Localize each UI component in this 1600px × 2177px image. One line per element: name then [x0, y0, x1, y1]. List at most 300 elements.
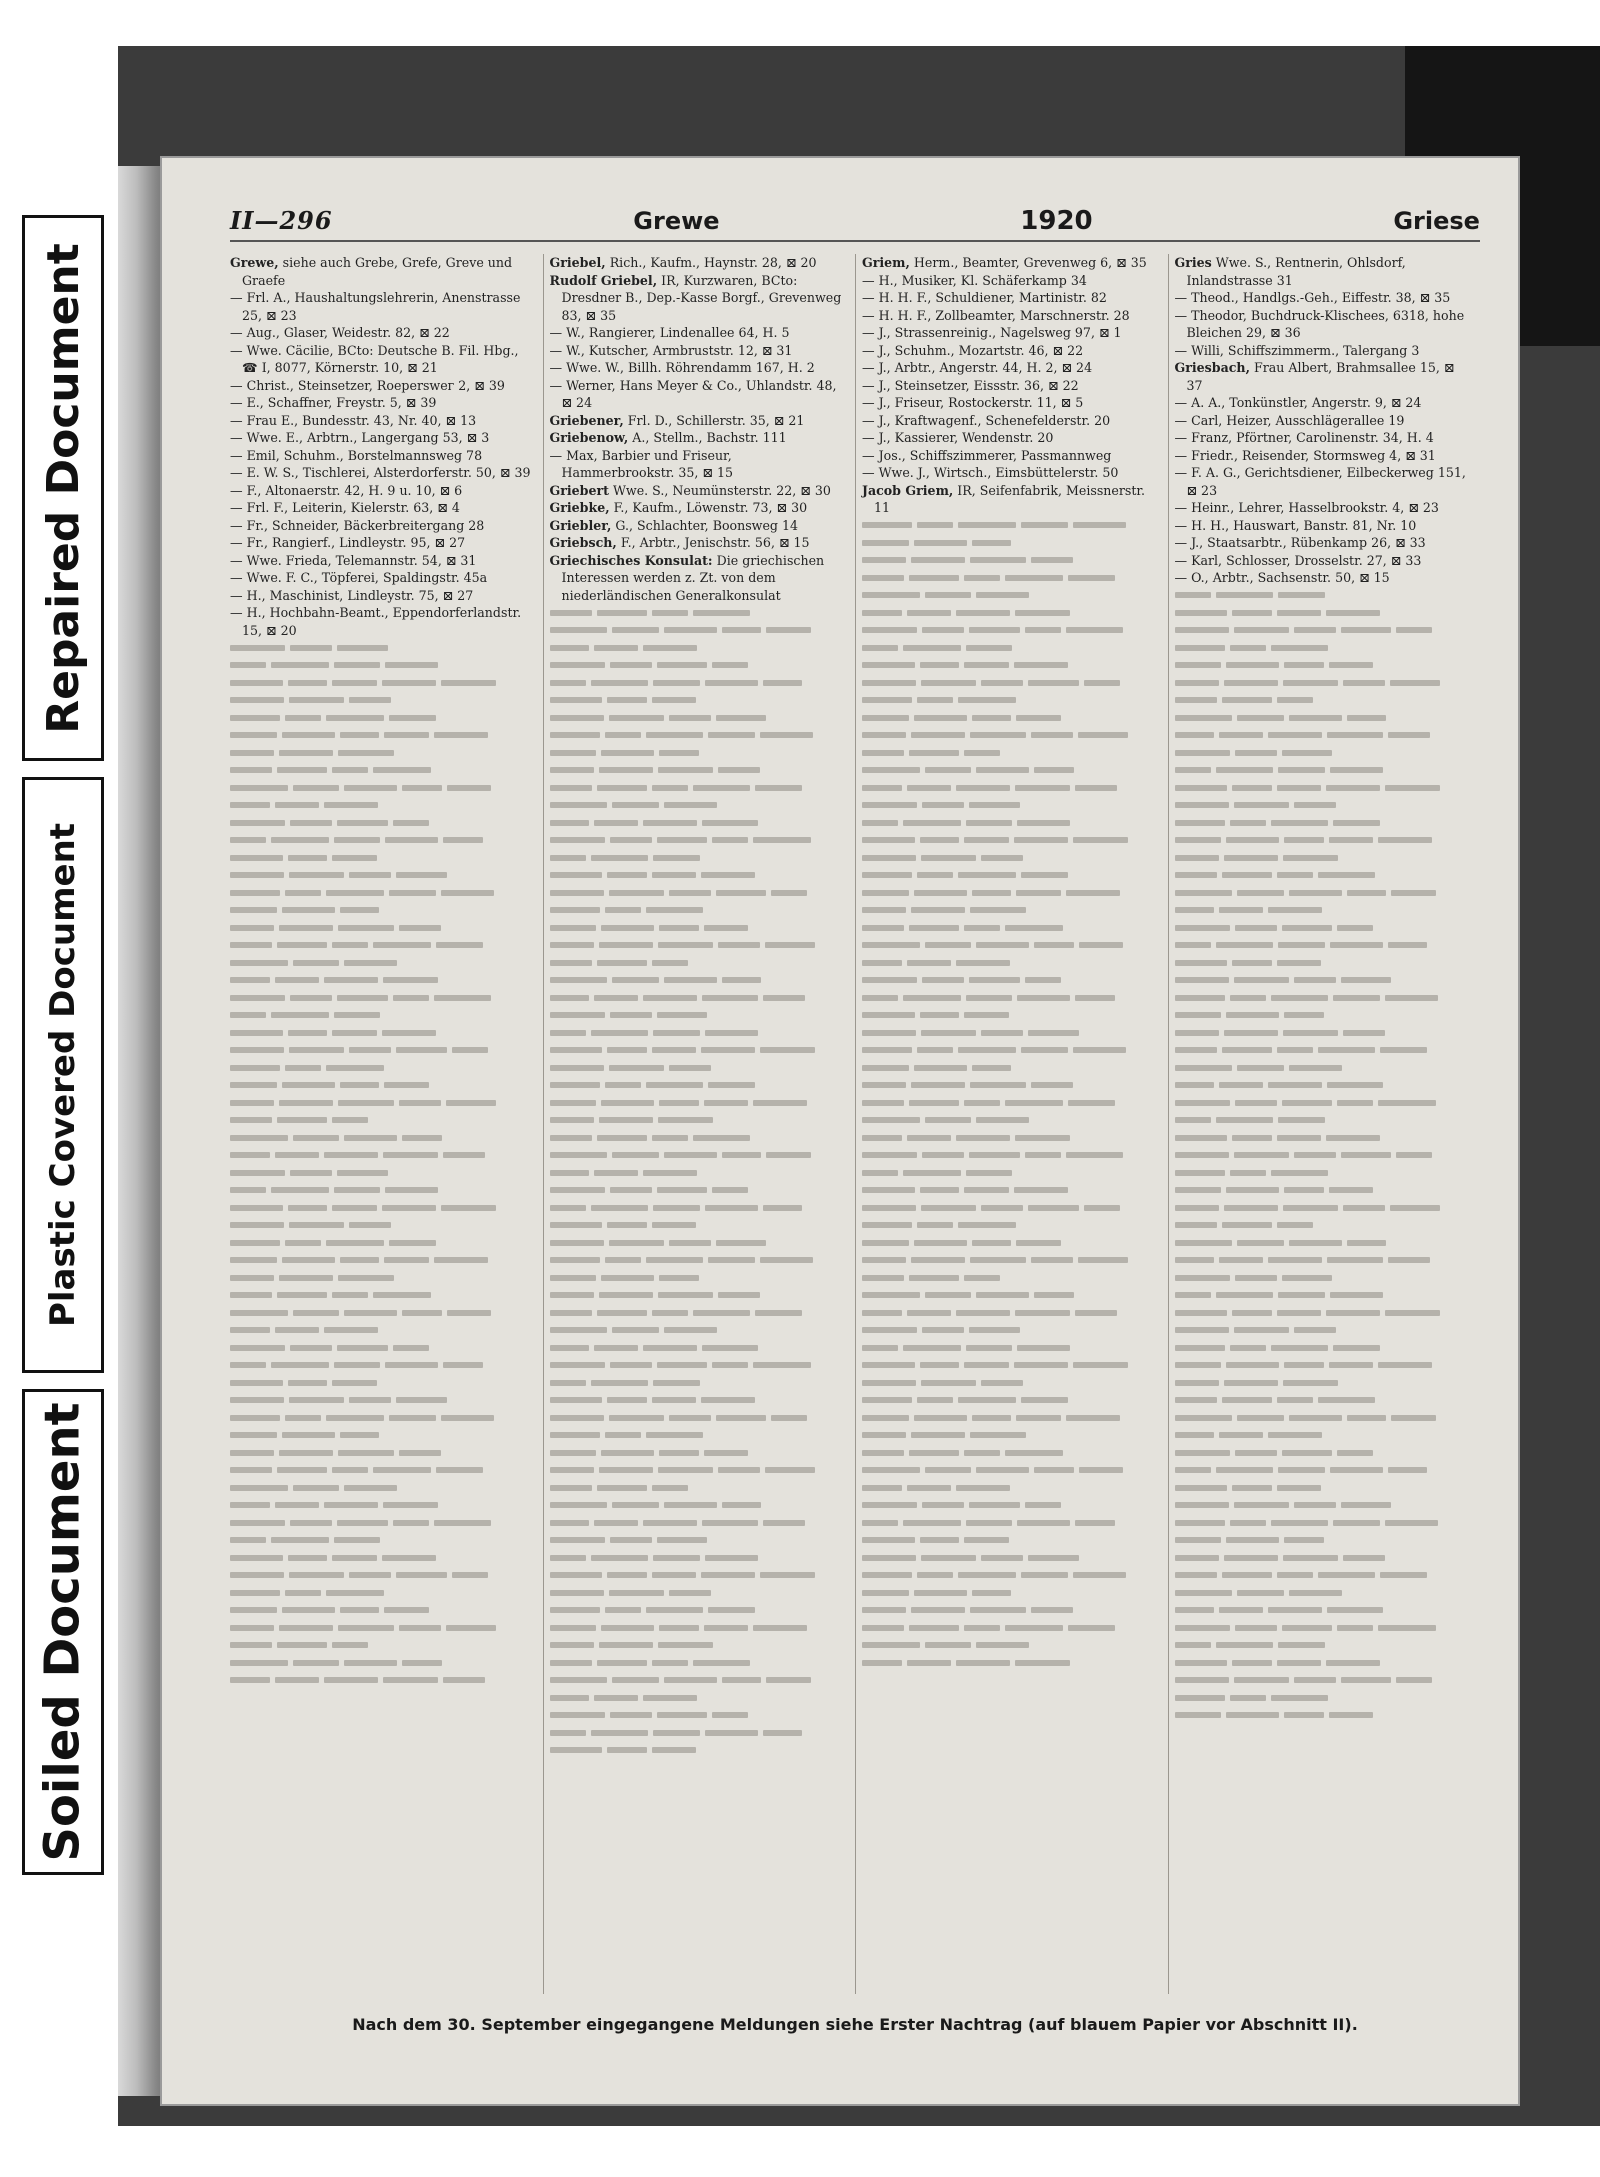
text-line [1175, 1199, 1471, 1217]
entry-surname: Griebenow, [549, 430, 629, 445]
word-stroke [230, 995, 285, 1001]
word-stroke [1066, 890, 1120, 896]
word-stroke [1175, 855, 1219, 861]
word-stroke [434, 1257, 488, 1263]
text-line [1175, 1357, 1471, 1375]
entry-details: — W., Kutscher, Armbruststr. 12, ⊠ 31 [549, 342, 793, 358]
word-stroke [396, 1397, 446, 1403]
directory-entry [230, 464, 533, 482]
word-stroke [862, 1012, 915, 1018]
word-stroke [1028, 1555, 1078, 1561]
word-stroke [332, 1555, 376, 1561]
word-stroke [1234, 802, 1289, 808]
word-stroke [230, 1030, 283, 1036]
word-stroke [760, 732, 813, 738]
entry-details: — Max, Barbier und Friseur, Hammerbrookstr. 35, ⊠ 15 [549, 447, 734, 480]
directory-entry [550, 447, 846, 482]
word-stroke [1068, 1625, 1115, 1631]
text-line [1175, 709, 1471, 727]
word-stroke [1025, 977, 1061, 983]
word-stroke [922, 1327, 964, 1333]
word-stroke [862, 1257, 906, 1263]
text-line [1175, 1707, 1471, 1725]
text-line [862, 587, 1158, 605]
word-stroke [337, 995, 387, 1001]
word-stroke [653, 1730, 700, 1736]
word-stroke [693, 610, 751, 616]
text-line [230, 1024, 533, 1042]
word-stroke [862, 1502, 917, 1508]
text-line [230, 709, 533, 727]
entry-details: — F., Altonaerstr. 42, H. 9 u. 10, ⊠ 6 [230, 482, 463, 498]
word-stroke [607, 1747, 647, 1753]
word-stroke [1277, 1222, 1313, 1228]
word-stroke [1289, 715, 1342, 721]
word-stroke [1216, 1292, 1274, 1298]
word-stroke [591, 855, 649, 861]
text-line [550, 1374, 846, 1392]
directory-entry [1175, 359, 1471, 394]
word-stroke [230, 732, 277, 738]
word-stroke [443, 1677, 485, 1683]
word-stroke [550, 960, 592, 966]
text-line [1175, 779, 1471, 797]
word-stroke [1234, 1327, 1289, 1333]
word-stroke [385, 1187, 438, 1193]
word-stroke [1333, 995, 1380, 1001]
word-stroke [1175, 1380, 1219, 1386]
word-stroke [972, 1240, 1012, 1246]
word-stroke [230, 872, 284, 878]
word-stroke [1175, 732, 1215, 738]
word-stroke [1175, 872, 1217, 878]
text-line [1175, 1304, 1471, 1322]
word-stroke [288, 1205, 328, 1211]
text-line [230, 1094, 533, 1112]
word-stroke [1237, 1240, 1284, 1246]
word-stroke [597, 1660, 647, 1666]
word-stroke [550, 610, 592, 616]
text-line [1175, 1129, 1471, 1147]
word-stroke [279, 1450, 333, 1456]
word-stroke [344, 1660, 397, 1666]
word-stroke [293, 960, 340, 966]
text-line [550, 954, 846, 972]
word-stroke [230, 1555, 283, 1561]
text-line [1175, 1444, 1471, 1462]
word-stroke [657, 1712, 707, 1718]
word-stroke [594, 1170, 638, 1176]
word-stroke [612, 1502, 659, 1508]
word-stroke [550, 1327, 608, 1333]
word-stroke [389, 1240, 436, 1246]
text-line [230, 1357, 533, 1375]
directory-entry [1175, 412, 1471, 430]
word-stroke [701, 872, 755, 878]
word-stroke [230, 1432, 277, 1438]
entry-details: — Karl, Schlosser, Drosselstr. 27, ⊠ 33 [1174, 552, 1422, 568]
word-stroke [332, 1205, 376, 1211]
word-stroke [646, 1432, 704, 1438]
text-line [230, 1252, 533, 1270]
word-stroke [605, 1607, 641, 1613]
word-stroke [550, 1502, 608, 1508]
word-stroke [441, 680, 496, 686]
word-stroke [271, 1362, 329, 1368]
word-stroke [230, 977, 270, 983]
word-stroke [911, 1082, 965, 1088]
word-stroke [862, 855, 916, 861]
text-line [230, 1287, 533, 1305]
word-stroke [1234, 1152, 1289, 1158]
header-year: 1920 [1020, 206, 1093, 236]
word-stroke [1282, 1450, 1332, 1456]
word-stroke [972, 715, 1012, 721]
entry-details: F., Arbtr., Jenischstr. 56, ⊠ 15 [620, 535, 810, 550]
text-line [550, 1164, 846, 1182]
text-line [550, 1444, 846, 1462]
word-stroke [601, 1625, 654, 1631]
word-stroke [966, 645, 1013, 651]
directory-column [1168, 254, 1481, 1994]
word-stroke [1175, 785, 1228, 791]
word-stroke [966, 995, 1013, 1001]
word-stroke [1021, 522, 1068, 528]
word-stroke [701, 1047, 755, 1053]
word-stroke [765, 1467, 815, 1473]
entry-surname: Griebler, [549, 517, 612, 533]
word-stroke [1235, 1625, 1277, 1631]
word-stroke [1175, 750, 1230, 756]
word-stroke [766, 1677, 810, 1683]
word-stroke [1294, 1502, 1336, 1508]
word-stroke [862, 522, 912, 528]
word-stroke [907, 1135, 951, 1141]
word-stroke [718, 767, 760, 773]
word-stroke [753, 837, 811, 843]
directory-entry [1175, 517, 1471, 535]
word-stroke [1017, 1345, 1070, 1351]
word-stroke [659, 925, 699, 931]
word-stroke [1175, 1012, 1222, 1018]
word-stroke [1175, 1660, 1228, 1666]
text-line [550, 1007, 846, 1025]
entry-surname: Grewe, [230, 255, 279, 270]
text-line [1175, 604, 1471, 622]
word-stroke [1078, 732, 1128, 738]
word-stroke [1294, 977, 1336, 983]
word-stroke [1347, 1240, 1387, 1246]
word-stroke [289, 1222, 344, 1228]
text-line [550, 814, 846, 832]
word-stroke [1284, 1362, 1324, 1368]
word-stroke [550, 627, 608, 633]
word-stroke [1175, 837, 1222, 843]
word-stroke [230, 1642, 272, 1648]
word-stroke [1175, 1677, 1229, 1683]
text-line [862, 709, 1158, 727]
word-stroke [597, 1485, 647, 1491]
word-stroke [230, 907, 277, 913]
word-stroke [862, 1450, 904, 1456]
text-line [550, 1357, 846, 1375]
word-stroke [1224, 680, 1278, 686]
word-stroke [399, 925, 441, 931]
word-stroke [282, 1257, 335, 1263]
text-line [1175, 797, 1471, 815]
word-stroke [925, 767, 972, 773]
word-stroke [393, 995, 429, 1001]
word-stroke [550, 1082, 600, 1088]
text-line [1175, 1164, 1471, 1182]
word-stroke [609, 1415, 664, 1421]
word-stroke [285, 1415, 321, 1421]
word-stroke [230, 1117, 272, 1123]
word-stroke [862, 802, 917, 808]
word-stroke [922, 802, 964, 808]
directory-entry [230, 482, 533, 500]
word-stroke [605, 1257, 641, 1263]
text-line [550, 1322, 846, 1340]
word-stroke [862, 1362, 915, 1368]
word-stroke [550, 890, 604, 896]
entry-details: — Carl, Heizer, Ausschlägerallee 19 [1174, 412, 1405, 428]
word-stroke [1337, 925, 1373, 931]
word-stroke [1390, 680, 1440, 686]
word-stroke [652, 1660, 688, 1666]
word-stroke [230, 837, 266, 843]
word-stroke [921, 1030, 976, 1036]
word-stroke [293, 1660, 340, 1666]
word-stroke [921, 1555, 976, 1561]
text-line [862, 1007, 1158, 1025]
word-stroke [271, 1012, 329, 1018]
word-stroke [1219, 1082, 1263, 1088]
word-stroke [443, 837, 483, 843]
text-line [862, 604, 1158, 622]
word-stroke [337, 1170, 387, 1176]
word-stroke [771, 890, 807, 896]
word-stroke [1282, 750, 1332, 756]
word-stroke [862, 1380, 916, 1386]
word-stroke [373, 1467, 431, 1473]
word-stroke [956, 785, 1010, 791]
word-stroke [917, 522, 953, 528]
word-stroke [1235, 1275, 1277, 1281]
word-stroke [1175, 1065, 1233, 1071]
word-stroke [1031, 1607, 1073, 1613]
word-stroke [716, 1240, 766, 1246]
word-stroke [601, 750, 654, 756]
word-stroke [597, 1135, 647, 1141]
word-stroke [1031, 1082, 1073, 1088]
word-stroke [1005, 925, 1063, 931]
word-stroke [658, 767, 713, 773]
word-stroke [1271, 820, 1329, 826]
word-stroke [230, 785, 288, 791]
word-stroke [921, 1205, 976, 1211]
word-stroke [230, 1397, 284, 1403]
word-stroke [324, 977, 378, 983]
text-line [862, 1427, 1158, 1445]
word-stroke [1226, 1012, 1279, 1018]
word-stroke [712, 837, 748, 843]
word-stroke [612, 627, 659, 633]
directory-entry [862, 342, 1158, 360]
text-line [862, 849, 1158, 867]
word-stroke [1271, 995, 1329, 1001]
text-line [230, 867, 533, 885]
word-stroke [349, 1397, 391, 1403]
word-stroke [230, 1415, 280, 1421]
word-stroke [643, 1345, 697, 1351]
word-stroke [1216, 592, 1274, 598]
word-stroke [340, 732, 380, 738]
text-line [550, 1427, 846, 1445]
word-stroke [1222, 872, 1272, 878]
word-stroke [925, 942, 972, 948]
word-stroke [914, 1590, 967, 1596]
word-stroke [550, 1450, 597, 1456]
word-stroke [646, 1082, 704, 1088]
text-line [1175, 832, 1471, 850]
word-stroke [664, 977, 717, 983]
text-line [230, 1549, 533, 1567]
text-line [862, 1287, 1158, 1305]
word-stroke [288, 1555, 328, 1561]
entry-details: — Friedr., Reisender, Stormsweg 4, ⊠ 31 [1174, 447, 1436, 463]
word-stroke [917, 1222, 953, 1228]
word-stroke [594, 820, 638, 826]
word-stroke [766, 1152, 810, 1158]
word-stroke [862, 767, 920, 773]
word-stroke [862, 1310, 902, 1316]
word-stroke [1283, 680, 1338, 686]
entry-details: — Frl. F., Leiterin, Kielerstr. 63, ⊠ 4 [230, 500, 460, 515]
directory-column [855, 254, 1168, 1994]
word-stroke [550, 1467, 594, 1473]
word-stroke [1385, 1310, 1440, 1316]
directory-entry [862, 377, 1158, 395]
word-stroke [550, 645, 590, 651]
entry-details: — Theodor, Buchdruck-Klischees, 6318, hohe Bleichen 29, ⊠ 36 [1174, 307, 1465, 340]
word-stroke [1226, 1362, 1279, 1368]
text-line [1175, 1007, 1471, 1025]
text-line [862, 1514, 1158, 1532]
word-stroke [344, 960, 397, 966]
word-stroke [981, 680, 1023, 686]
text-line [230, 1409, 533, 1427]
text-line [862, 517, 1158, 535]
word-stroke [862, 977, 917, 983]
word-stroke [1318, 1047, 1376, 1053]
word-stroke [1175, 802, 1229, 808]
directory-entry [1175, 307, 1471, 342]
text-line [550, 884, 846, 902]
word-stroke [293, 1310, 340, 1316]
directory-entry [550, 429, 846, 447]
text-line [550, 1339, 846, 1357]
text-line [230, 1112, 533, 1130]
word-stroke [230, 1520, 285, 1526]
text-line [1175, 1374, 1471, 1392]
entry-details: siehe auch Grebe, Grefe, Greve und Graefe [242, 255, 513, 288]
text-line [1175, 1584, 1471, 1602]
word-stroke [722, 1502, 762, 1508]
word-stroke [664, 1327, 717, 1333]
word-stroke [230, 715, 280, 721]
entry-details: — H. H., Hauswart, Banstr. 81, Nr. 10 [1174, 517, 1417, 533]
word-stroke [1216, 942, 1274, 948]
word-stroke [1333, 820, 1380, 826]
word-stroke [383, 1502, 438, 1508]
word-stroke [646, 1257, 704, 1263]
word-stroke [701, 1572, 755, 1578]
word-stroke [1175, 820, 1225, 826]
word-stroke [643, 1520, 697, 1526]
soiled-document-label [22, 1389, 104, 1875]
word-stroke [230, 697, 284, 703]
word-stroke [1271, 1695, 1329, 1701]
word-stroke [862, 680, 916, 686]
word-stroke [338, 1100, 393, 1106]
word-stroke [550, 1205, 586, 1211]
word-stroke [1078, 1257, 1128, 1263]
word-stroke [384, 1607, 428, 1613]
word-stroke [862, 1240, 909, 1246]
word-stroke [914, 1065, 967, 1071]
word-stroke [862, 1572, 912, 1578]
word-stroke [289, 872, 344, 878]
text-line [1175, 972, 1471, 990]
word-stroke [373, 942, 431, 948]
text-line [862, 1024, 1158, 1042]
text-line [550, 1129, 846, 1147]
word-stroke [669, 1415, 711, 1421]
word-stroke [862, 715, 909, 721]
word-stroke [862, 1292, 920, 1298]
word-stroke [373, 1292, 431, 1298]
directory-entry [230, 569, 533, 587]
word-stroke [1016, 715, 1060, 721]
word-stroke [332, 855, 376, 861]
text-line [1175, 1182, 1471, 1200]
text-line [862, 1619, 1158, 1637]
word-stroke [652, 872, 696, 878]
word-stroke [909, 750, 959, 756]
word-stroke [702, 1520, 757, 1526]
text-line [230, 1217, 533, 1235]
word-stroke [1235, 1100, 1277, 1106]
word-stroke [702, 1345, 757, 1351]
word-stroke [862, 1607, 906, 1613]
text-line [1175, 1514, 1471, 1532]
word-stroke [1234, 977, 1289, 983]
text-line [550, 1112, 846, 1130]
word-stroke [911, 907, 965, 913]
word-stroke [862, 1205, 916, 1211]
word-stroke [550, 1310, 592, 1316]
text-line [230, 1339, 533, 1357]
word-stroke [1277, 1310, 1321, 1316]
word-stroke [326, 1065, 384, 1071]
word-stroke [349, 1222, 391, 1228]
word-stroke [605, 907, 641, 913]
word-stroke [1014, 837, 1068, 843]
word-stroke [917, 1397, 953, 1403]
word-stroke [1028, 680, 1078, 686]
word-stroke [1380, 1572, 1427, 1578]
